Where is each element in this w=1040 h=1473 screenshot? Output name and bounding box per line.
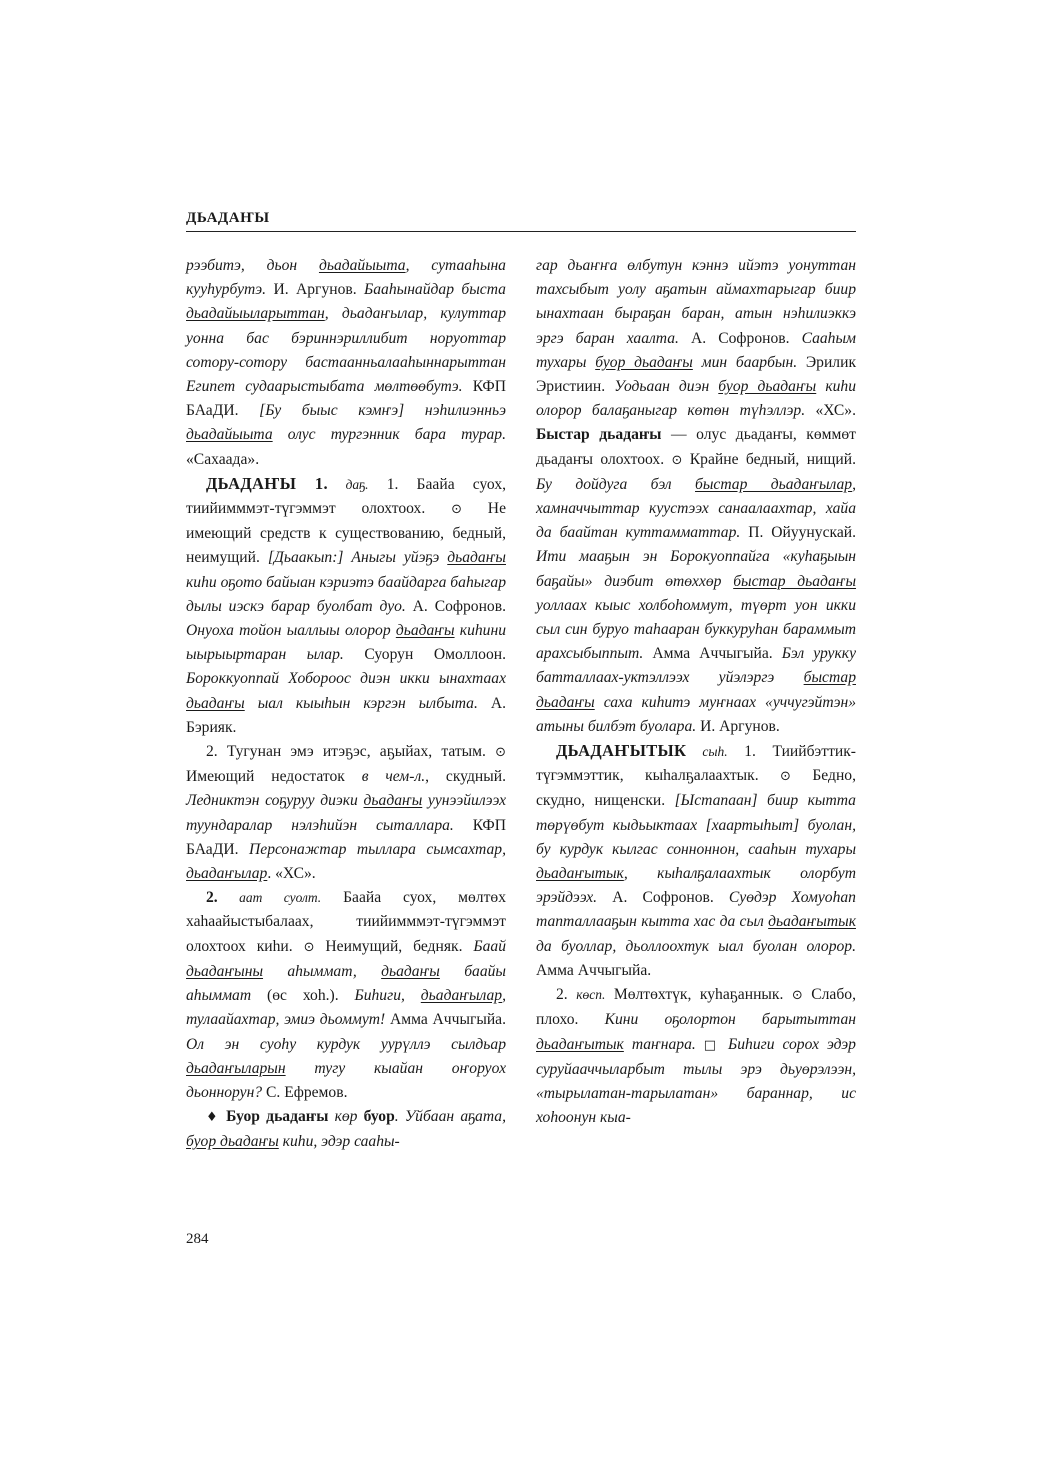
sense-2	[536, 983, 856, 1130]
citation: Суорун Омоллоон.	[364, 646, 506, 664]
example: һы-	[376, 1133, 400, 1151]
note: (өс хоһ.).	[267, 987, 355, 1005]
citation: А. Бэрияк.	[186, 694, 506, 736]
text: һынайдар быста	[388, 281, 506, 299]
circle-dot-icon: ⊙	[495, 745, 506, 761]
translation: , скудный.	[425, 768, 506, 786]
diamond-icon: ♦	[206, 1110, 220, 1126]
example: уоллаах кыыс холбоһоммут, түөрт уон икки сыл син буруо таһааран буккуруһан бараммыт арахсыбыппыт.	[536, 596, 856, 663]
citation: А. Софронов.	[691, 329, 802, 347]
translation: Имеющий недостаток	[186, 768, 362, 786]
entry-dadany-2	[186, 886, 506, 1105]
text: , сутаа	[405, 257, 473, 274]
citation: Амма Аччыгыйа.	[536, 961, 652, 979]
part-of-speech: сыһ.	[686, 744, 728, 760]
text: дьадайыыта	[318, 257, 406, 274]
text: [Бу быыс кэмҥэ] нэһилиэнньэ	[259, 402, 507, 420]
definition: ык.	[761, 986, 792, 1004]
right-column	[536, 254, 856, 1130]
entry-dadanytyk	[536, 739, 856, 983]
note: көсп.	[576, 987, 606, 1003]
example: Бу дойдуга бэл	[536, 475, 696, 493]
definition: Мөлтөхтүк, куһаҕанн	[605, 986, 762, 1004]
text: дьадайыыларыттан	[186, 305, 325, 323]
page	[186, 210, 857, 1151]
translation: Неимущий, бедняк.	[314, 937, 474, 955]
example: Бэл урукку батталлаах-уктэллээх уйэлэргэ	[536, 645, 856, 687]
citation: С. Ефремов.	[266, 1083, 348, 1101]
example: киһини ыырыыртаран ылар.	[186, 622, 506, 664]
circle-dot-icon: ⊙	[451, 502, 462, 518]
translation: Не имеющий средств к существованию, бедный, неимущий.	[186, 500, 506, 567]
text: буор дьадаҥы	[595, 353, 693, 371]
example: Биһиги,	[354, 987, 421, 1005]
example: Персонажтар тыллара сымсахтар,	[249, 840, 506, 858]
note: в чем-л.	[361, 768, 426, 786]
example: уунээйилээх туундаралар нэлэһийэн сыталлара.	[186, 792, 507, 834]
example: Сааһым тухары	[536, 329, 856, 371]
example: ыал кыыһын кэргэн ылбыта.	[244, 694, 491, 712]
citation: П. Ойуунускай.	[748, 524, 856, 542]
text: дьадаҥы	[186, 694, 245, 712]
example: Онуоха тойон ыаллыы олорор	[186, 622, 396, 640]
circle-dot-icon: ⊙	[791, 988, 803, 1004]
page-number: 284	[186, 1231, 209, 1247]
text: дьадайыыта	[186, 426, 273, 444]
headword: ДЬАДАҤЫ 1.	[206, 473, 328, 493]
part-of-speech: даҕ.	[327, 476, 369, 492]
paragraph	[186, 254, 506, 472]
translation: Слабо, плохо.	[536, 986, 856, 1029]
example: , хамначчыттар куустээх санаалаахтар, хайа да баайтан куттамматтар.	[536, 475, 856, 542]
entry-dadany-1	[186, 472, 506, 740]
citation: «Сахаада».	[186, 450, 260, 468]
example: [Ыстапаан] биир кытта төрүөбут кыдьыктаах [хаартыһыт] буолан, бу курдук кылгас сонноннон, сааһын тухары	[536, 792, 856, 858]
example: киһи олорор балаҕаныгар көтөн түһэллэр.	[536, 378, 857, 420]
example: мин баарбын.	[692, 353, 806, 371]
citation: А. Софронов.	[612, 889, 729, 907]
text: дьадаҥыларын	[186, 1059, 286, 1077]
sense-2	[186, 740, 506, 886]
text: быстар дьадаҥы	[733, 572, 857, 590]
example: аһыммат,	[263, 962, 382, 980]
circle-dot-icon: ⊙	[780, 769, 791, 785]
example: Ледниктэн соҕуруу диэки	[186, 792, 364, 810]
text: һына кууһурбутэ.	[186, 257, 506, 299]
example: [Дьаакып:] Аныгы уйэҕэ	[267, 549, 448, 567]
part-of-speech: аат суолт.	[217, 890, 322, 906]
text: Баа	[364, 281, 389, 299]
example: тугу кыайан оҥоруох дьоннорун?	[186, 1059, 506, 1101]
text: быстар дьадаҥылар	[695, 475, 853, 493]
citation: Амма Аччыгыйа.	[652, 645, 782, 663]
example: Ол эн суоһу курдук уурүллэ сылдьар	[186, 1035, 506, 1053]
translation: Бедно, скудно, нищенски.	[536, 767, 856, 810]
example: киһи, эдэр саа	[278, 1133, 377, 1151]
example: . Уйбаан аҕата,	[394, 1108, 506, 1126]
citation: А. Софронов.	[412, 597, 506, 615]
example: Бороккуоппай Хобороос диэн икки ынахтаах	[186, 670, 506, 688]
sense-number: 2.	[556, 986, 577, 1004]
paragraph	[536, 254, 856, 739]
circle-dot-icon: ⊙	[303, 939, 315, 955]
text: рээбитэ, дьон	[186, 257, 319, 274]
text: буор дьадаҥы	[186, 1133, 279, 1151]
text: дьадаҥыны	[186, 962, 264, 980]
headword: ДЬАДАҤЫТЫК	[556, 741, 687, 761]
running-head: ДЬАДАҤЫ	[186, 210, 856, 232]
citation: КФП БАаДИ.	[186, 816, 506, 858]
text: дьадаҥылар	[186, 865, 268, 883]
citation: «ХС».	[815, 402, 856, 420]
circle-dot-icon: ⊙	[671, 452, 683, 468]
definition: 1. Тиийбэттик-түгэммэттик, кыһалҕалаахтык.	[536, 743, 856, 785]
square-icon: □	[703, 1037, 721, 1053]
example: киһи оҕото байыан кэриэтэ баайдарга баһыгар дылы иэскэ барар буолбат дуо.	[186, 573, 506, 615]
example: гар дьаҥҥа өлбутун кэннэ ийэтэ уонуттан тахсыбыт уолу аҕатын аймахтарыгар биир ынахтаан быраҕан баран, атын нэһилиэккэ эргэ баран хаалта.	[536, 257, 856, 347]
citation: И. Аргунов.	[273, 281, 365, 299]
text: дьадаҥы	[363, 792, 423, 810]
example: Уодьаан диэн	[614, 378, 719, 396]
example: саха киһитэ муҥнаах «уччугэйтэн» атыны билбэт буолара.	[536, 693, 856, 735]
text: дьадаҥылар	[420, 987, 503, 1005]
text: дьадаҥы	[381, 962, 440, 980]
text: , дьадаҥылар, кулуттар уонна бас бэриннэриллибит норуоттар сотору-сотору бастааннь	[186, 305, 506, 371]
example: Кини оҕолортон барытыттан	[604, 1011, 856, 1029]
citation: Амма Аччыгыйа.	[389, 1011, 506, 1029]
citation: . «ХС».	[267, 865, 316, 883]
cross-reference: буор	[363, 1108, 395, 1126]
phrase-buor-dadany	[186, 1105, 506, 1154]
phrase: Быстар дьадаҥы	[536, 426, 662, 444]
example: Биһиги сорох эдэр суруйааччыларбыт тылы эрэ дьуөрэлээн, «тырылатан-тарылатан» бараннар, ис хоһоонун кыа-	[536, 1035, 856, 1127]
definition: — олус дьадаҥы, көммөт дьадаҥы олохтоох.	[536, 426, 856, 468]
text: дьадаҥы	[447, 549, 506, 567]
example: да буоллар, дьоллоохтук ыал буолан олорор.	[536, 937, 856, 955]
translation: Крайне бедный, нищий.	[682, 450, 856, 468]
example: , кыһалҕалаахтык олорбут эрэйдээх.	[536, 865, 856, 907]
example: , тулаайахтар, эмиэ дьоммут!	[186, 987, 506, 1029]
text: дьадаҥытык	[768, 913, 856, 931]
example: Баай	[473, 937, 506, 955]
citation: КФП БАаДИ.	[186, 378, 506, 420]
text: дьадаҥытык	[536, 1035, 624, 1053]
definition: Баайа суох, мөлтөх хаһаайыстыбалаах, тиийимммэт-түгэммэт олохтоох киһи.	[186, 889, 506, 955]
example: Суөдэр Хомуоһап тапталлааҕын кытта хас да сыл	[536, 889, 856, 931]
text: алааһыннарыттан Египет судаарыстыбата мөлтөөбутэ.	[186, 353, 506, 396]
definition: 2. Тугунан эмэ итэҕэс, аҕыйах, татым.	[206, 743, 496, 761]
text: быстар дьадаҥы	[536, 669, 856, 711]
example: Ити мааҕын эн Борокуоппайга «куһаҕыын баҕайы» диэбит өтөххөр	[536, 548, 856, 590]
citation: Эрилик Эристиин.	[536, 353, 857, 396]
text: дьадаҥытык	[536, 865, 624, 883]
note: көр	[328, 1108, 364, 1126]
text: олус тургэнник бара турар.	[272, 426, 506, 444]
phrase: Буор дьадаҥы	[219, 1108, 329, 1126]
text: дьадаҥы	[395, 622, 455, 640]
definition: 1. Баайа суох, тиийимммэт-түгэммэт олохтоох.	[186, 475, 507, 518]
citation: И. Аргунов.	[700, 717, 780, 735]
text: буор дьадаҥы	[718, 378, 817, 396]
sense-number: 2.	[206, 889, 218, 907]
left-column	[186, 254, 506, 1155]
example: баайы аһыммат	[186, 962, 506, 1005]
example: таҥнара.	[623, 1035, 704, 1053]
